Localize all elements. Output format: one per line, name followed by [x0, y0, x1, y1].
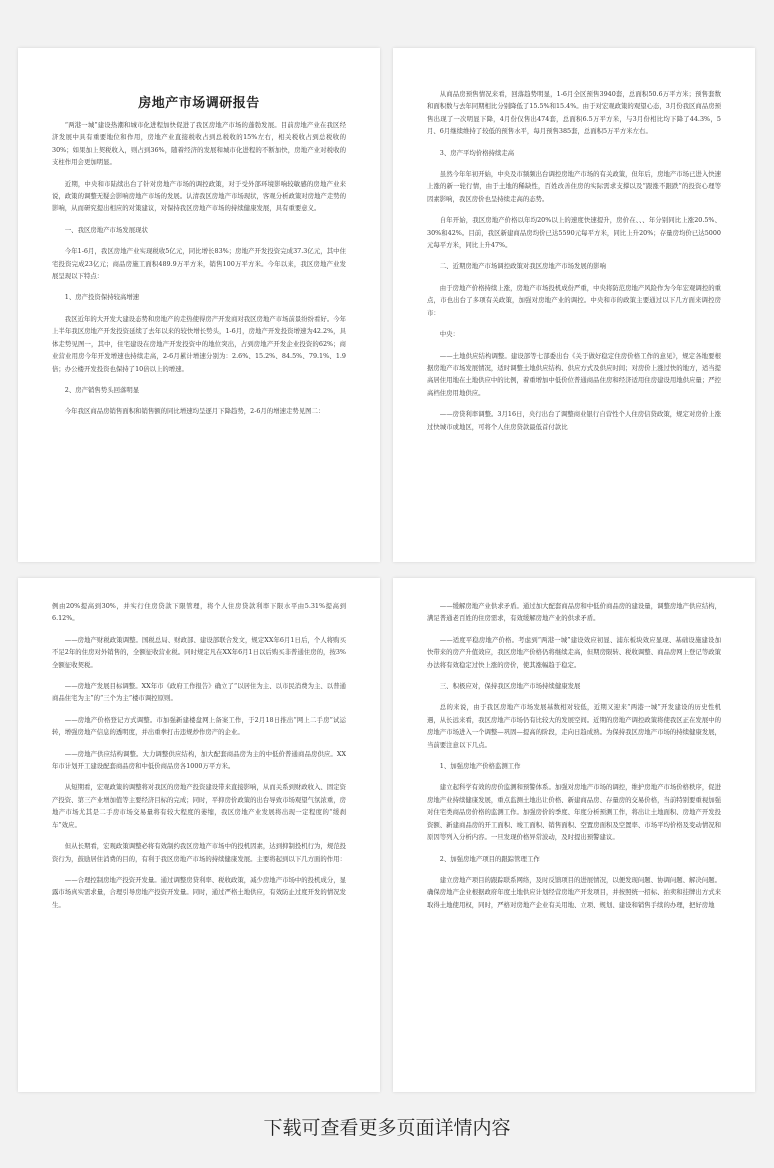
paragraph: 建立起科学有效的房价监测和预警体系。加强对房地产市场的调控，维护房地产市场价格秩序，促进房地产业持续健康发展，重点监测土地出让价格、新建商品房、存量房的交易价格，当前特别要重视加强对住宅类商品房价格的监测工作。加强房价的季度、年度分析预测工作，将出让土地面积、房地产开发投资额、新建商品房的开工面积、竣工面积、销售面积、空置房面积及空置率、市场平均价格及变动情况和原因等列入分析内容。一旦发现价格异常波动，及时提出预警建议。: [427, 783, 721, 842]
paragraph: 中央：: [439, 330, 459, 339]
subsection-heading: 1、房产投资保持较高增速: [64, 293, 140, 302]
paragraph: 但从长期看，宏观政策调整必将有效制约我区房地产市场中的投机因素，达到抑制投机行为，规范投资行为，鼓励居住消费的目的，有利于我区房地产市场的持续健康发展。主要将起到以下几方面的作用：: [52, 842, 346, 863]
paragraph: 从短期看，宏观政策的调整将对我区的房地产投资建设带来直接影响，从而关系到财政收入、固定资产投资、第三产业增加值等主要经济目标的完成；同时，平抑房价政策的出台导致市场观望气氛浓重，房地产市场尤其是二手房市场交易量将有较大程度的萎缩，我区房地产业发展将出现一定程度的“缓刹车”效应。: [52, 783, 346, 829]
subsection-heading: 2、房产销售势头回落明显: [64, 385, 140, 394]
document-page-1: [18, 48, 380, 562]
paragraph: ——适度平稳房地产价格。考虑到“两港一城”建设效应初显、浦东板块效应显现、基础设施建设加快带来的房产升值效应，我区房地产价格仍将继续走高，但期房限转、税收调整、商品房网上登记等政策办法将有效稳定过快上涨的房价，使其涨幅趋于稳定。: [427, 635, 721, 669]
paragraph: ——合理控制房地产投资开发量。通过调整房贷利率、税收政策，减少房地产市场中的投机成分，显露市场真实需求量，合理引导房地产投资开发量。同时，通过严格土地供应，有效防止过度开发的情况发生。: [52, 875, 346, 909]
paragraph: 由于房地产价格持续上涨，房地产市场投机成份严重，中央将防范房地产风险作为今年宏观调控的重点，市也出台了多项有关政策，加强对房地产业的调控。中央和市的政策主要通过以下几方面来调控房市：: [427, 283, 721, 317]
paragraph: 近期，中央和市陆续出台了针对房地产市场的调控政策，对于受外部环境影响较敏感的房地产业来说，政策的调整无疑会影响房地产市场的发展。认清我区房地产市场现状，客观分析政策对房地产走势的影响，从而研究提出相应的对策建议，对保持我区房地产市场的持续健康发展，具有重要意义。: [52, 179, 346, 213]
paragraph: 今年1-6月，我区房地产业实现税收5亿元，同比增长83%；房地产开发投资完成37.3亿元，其中住宅投资完成23亿元；商品房施工面积489.9万平方米，销售100万平方米。今年以来，我区房地产业发展呈现以下特点：: [52, 247, 346, 281]
paragraph: ——房贷利率调整。3月16日，央行出台了调整商业银行自营性个人住房信贷政策，规定对房价上涨过快城市或地区，可将个人住房贷款最低首付款比: [427, 410, 721, 431]
subsection-heading: 3、房产平均价格持续走高: [439, 148, 515, 157]
document-page-3: [18, 578, 380, 1092]
paragraph: 总的来说，由于我区房地产市场发展基数相对较低，近期又迎来“两港一城”开发建设的历史性机遇，从长远来看，我区房地产市场仍有比较大的发展空间。近期的房地产调控政策将使我区正在发展中的房地产市场进入一个调整—巩固—提高的阶段，走向日趋成熟。为保持我区房地产市场的持续健康发展，当前要注意以下几点。: [427, 703, 721, 749]
section-heading: 一、我区房地产市场发展现状: [64, 225, 148, 234]
paragraph: ——土地供应结构调整。建设部等七部委出台《关于做好稳定住房价格工作的意见》，规定各地要根据房地产市场发展情况，适时调整土地供应结构、供应方式及供应时间；对房价上涨过快的地方，适当提高居住用地在土地供应中的比例，着重增加中低价位普通商品住房和经济适用住房建设用地供应量；严控高档住房用地供应。: [427, 351, 721, 397]
subsection-heading: 2、加强房地产项目的跟踪管理工作: [439, 854, 540, 863]
paragraph: 我区近年的大开发大建设态势和房地产的走热使得房产开发商对我区房地产市场前景纷纷看好。今年上半年我区房地产开发投资延续了去年以来的较快增长势头，1-6月，房地产开发投资增速为42.2%，具体走势见图一，其中，住宅建设在房地产开发投资中的地位突出，占到房地产开发企业投资的62%；商业营业用房今年开发增速也持续走高，2-6月累计增速分别为：2.6%、15.2%、84.5%、79.1%、1.9倍；办公楼开发投资也保持了10倍以上的增速。: [52, 314, 346, 373]
paragraph: ——房地产发展目标调整。XX年市《政府工作报告》确立了“以居住为主、以市民消费为主、以普通商品住宅为主”的“三个为主”楼市调控原则。: [52, 682, 346, 703]
section-heading: 三、积极应对，保持我区房地产市场持续健康发展: [439, 682, 581, 691]
section-heading: 二、近期房地产市场调控政策对我区房地产市场发展的影响: [439, 262, 606, 271]
paragraph: ——房地产价格登记方式调整。市加强新建楼盘网上备案工作，于2月18日推出“网上二手房”试运转，增强房地产信息的透明度，并出重拳打击违规炒作房产的企业。: [52, 715, 346, 737]
document-page-4: [393, 578, 755, 1092]
paragraph: 虽然今年年初开始，中央及市频频出台调控房地产市场的有关政策，但年后，房地产市场已进入快速上涨的新一轮行情，由于土地的稀缺性，百姓改善住房的实际需求支撑以及“跟涨不跟跌”的投资心理等因素影响，我区房价也呈持续走高的态势。: [427, 170, 721, 203]
paragraph: ——缓解房地产业供求矛盾。通过加大配套商品房和中低价商品房的建设量，调整房地产供应结构，满足普通老百姓的住房需求，有效缓解房地产业的供求矛盾。: [427, 602, 721, 623]
paragraph: 例由20%提高到30%，并实行住房贷款下限管理，将个人住房贷款利率下限水平由5.31%提高到6.12%。: [52, 602, 346, 623]
paragraph: 今年我区商品房销售面积和销售额的同比增速均呈逐月下降趋势，2-6月的增速走势见图二：: [64, 407, 325, 416]
paragraph: 建立房地产项目的跟踪联系网络，及时反馈项目的进展情况，以便发现问题、协调问题、解决问题。确保房地产企业根据政府年度土地供应计划经营房地产开发项目，并按照统一招标、拍卖和挂牌出方式来取得土地使用权，同时，严格对房地产企业有关用地、立项、规划、建设和销售手续的办理，把好房地: [427, 875, 721, 909]
paragraph: ——房地产财税政策调整。国税总局、财政部、建设部联合发文，规定XX年6月1日后，个人将购买不足2年的住房对外销售的，全额征收营业税。同时规定凡在XX年6月1日以后购买非普通住房的，按3%全额征收契税。: [52, 635, 346, 669]
document-title: 房地产市场调研报告: [138, 96, 260, 111]
document-page-2: [393, 48, 755, 562]
paragraph: “两港一城”建设热潮和城市化进程加快促进了我区房地产市场的蓬勃发展。目前房地产业在我区经济发展中具有重要地位和作用，房地产业直接税收占到总税收的15%左右，相关税收占到总税收的30%；如果加上契税收入，则占到36%，随着经济的发展和城市化进程的不断加快，房地产业对税收的支柱作用会更加明显。: [52, 121, 346, 167]
download-more-link[interactable]: 下载可查看更多页面详情内容: [263, 1117, 511, 1139]
paragraph: ——房地产供应结构调整。大力调整供应结构，加大配套商品房为主的中低价普通商品房供应。XX年市计划开工建设配套商品房和中低价商品房各1000万平方米。: [52, 749, 346, 771]
subsection-heading: 1、加强房地产价格监测工作: [439, 762, 521, 771]
paragraph: 自年开始，我区房地产价格以年均20%以上的速度快速提升，房价在、、、年分别同比上涨20.5%、30%和42%。目前，我区新建商品房均价已达5590元每平方米，同比上升20%；存量房均价已达5000元每平方米，同比上升47%。: [427, 216, 721, 250]
paragraph: 从商品房预售情况来看，回落趋势明显，1-6月全区预售3940套，总面积50.6万平方米；预售套数和面积数与去年同期相比分别降低了15.5%和15.4%。由于对宏观政策的观望心态，3月份我区商品房预售出现了一次明显下降，4月份仅售出474套，总面积6.5万平方米，与3月份相比均下降了44.3%，5月、6月继续维持了较低的预售水平，每月预售385套，总面积5万平方米左右。: [427, 90, 721, 136]
